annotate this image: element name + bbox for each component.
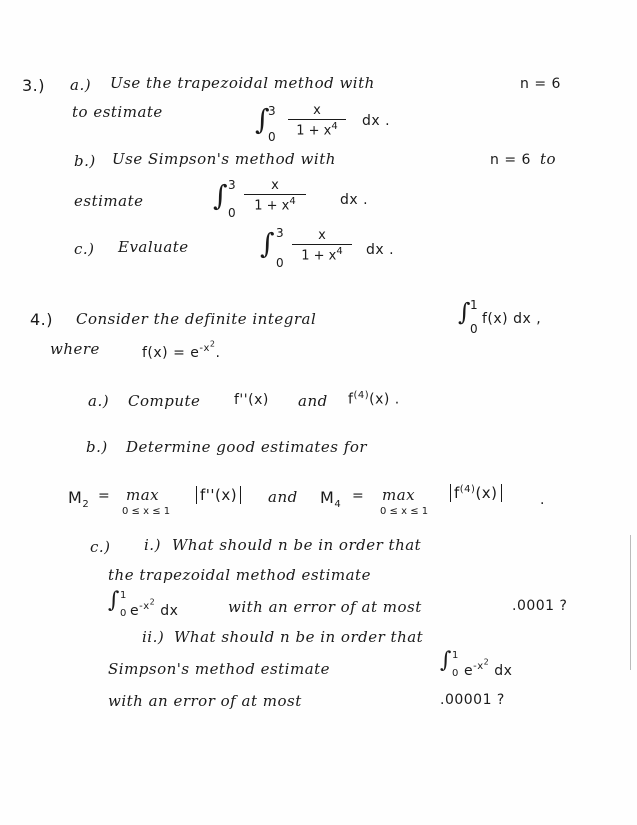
differential: dx . xyxy=(362,113,391,129)
problem-4-integrand: f(x) dx , xyxy=(482,311,542,327)
fraction xyxy=(292,228,352,263)
problem-4a-label: a.) xyxy=(88,392,110,410)
abs-f4-base: f xyxy=(454,484,460,502)
upper-limit: 3 xyxy=(276,226,284,240)
second-derivative: f''(x) xyxy=(234,392,269,408)
abs-second-derivative xyxy=(196,486,241,504)
exponent-base: -x xyxy=(473,661,484,673)
problem-3a-text: Use the trapezoidal method with xyxy=(110,74,375,92)
function-definition-base: f(x) = e xyxy=(142,344,200,361)
denominator-exponent: 4 xyxy=(331,121,338,132)
exponent-power: 2 xyxy=(483,658,490,667)
function-definition xyxy=(142,340,220,361)
denominator xyxy=(292,246,352,263)
fraction-bar xyxy=(244,194,306,195)
lower-limit: 0 xyxy=(276,256,284,270)
problem-3b-text-2: estimate xyxy=(74,192,144,210)
integral-sign: ∫ xyxy=(458,298,471,326)
upper-limit: 1 xyxy=(470,298,478,312)
fraction-bar xyxy=(292,244,352,245)
problem-3c-label: c.) xyxy=(74,240,95,258)
denominator-exponent: 4 xyxy=(289,196,296,207)
lower-limit: 0 xyxy=(470,322,478,336)
period: . xyxy=(540,492,545,508)
integrand-exponent xyxy=(473,658,490,673)
lower-limit: 0 xyxy=(120,608,127,619)
problem-3b-n: n = 6 xyxy=(490,152,531,168)
fourth-derivative-base: f xyxy=(348,391,354,408)
function-definition-exponent xyxy=(199,340,216,355)
problem-3b-label: b.) xyxy=(74,152,96,170)
differential: dx xyxy=(494,662,513,679)
problem-4-intro: Consider the definite integral xyxy=(76,310,317,328)
numerator: x xyxy=(318,228,326,243)
problem-4c-ii-text-3: with an error of at most xyxy=(108,692,302,710)
fraction xyxy=(244,178,306,213)
problem-4c-ii-text: What should n be in order that xyxy=(174,628,424,646)
problem-4c-i-tolerance: .0001 ? xyxy=(512,598,568,614)
margin-line xyxy=(630,535,631,670)
fourth-derivative-arg: (x) . xyxy=(369,391,400,408)
integral-sign: ∫ xyxy=(255,103,270,136)
problem-4c-ii-label: ii.) xyxy=(142,628,165,646)
problem-3-number: 3.) xyxy=(22,76,46,95)
integral-sign: ∫ xyxy=(440,648,452,673)
problem-3a-n: n = 6 xyxy=(520,76,561,92)
problem-3c-text: Evaluate xyxy=(118,238,189,256)
problem-4c-i-text-3: with an error of at most xyxy=(228,598,422,616)
problem-4c-i-text: What should n be in order that xyxy=(172,536,422,554)
problem-4c-label: c.) xyxy=(90,538,111,556)
M4-symbol xyxy=(320,488,341,510)
period: . xyxy=(215,344,221,361)
exponent-power: 2 xyxy=(149,598,156,607)
integral-sign: ∫ xyxy=(108,588,120,613)
problem-4a-text: Compute xyxy=(128,392,201,410)
problem-4c-ii-text-2: Simpson's method estimate xyxy=(108,660,331,678)
integral-sign: ∫ xyxy=(213,179,228,212)
exponent-power: 2 xyxy=(209,340,216,349)
integrand-exponent xyxy=(139,598,156,613)
M2-subscript: 2 xyxy=(82,499,90,511)
exponent-base: -x xyxy=(139,601,150,613)
M2-symbol xyxy=(68,488,89,510)
problem-4-number: 4.) xyxy=(30,310,54,329)
integrand-base: e xyxy=(130,602,140,619)
integrand xyxy=(130,598,178,619)
denominator-exponent: 4 xyxy=(336,246,343,257)
differential: dx xyxy=(160,602,179,619)
problem-4b-text: Determine good estimates for xyxy=(126,438,368,456)
problem-3b-text: Use Simpson's method with xyxy=(112,150,336,168)
fraction-bar xyxy=(288,119,346,120)
upper-limit: 1 xyxy=(120,590,127,601)
abs-value-expression xyxy=(450,484,502,502)
problem-4c-ii-tolerance: .00001 ? xyxy=(440,692,505,708)
fourth-derivative xyxy=(348,390,400,408)
problem-3b-to: to xyxy=(540,150,557,168)
upper-limit: 3 xyxy=(228,178,236,192)
problem-3a-text-2: to estimate xyxy=(72,103,163,121)
problem-3a-label: a.) xyxy=(70,76,92,94)
fraction xyxy=(288,103,346,138)
exponent-base: -x xyxy=(199,343,210,355)
problem-4b-label: b.) xyxy=(86,438,108,456)
upper-limit: 3 xyxy=(268,104,276,118)
lower-limit: 0 xyxy=(228,206,236,220)
abs-f4-arg: (x) xyxy=(475,484,498,502)
problem-4b-and: and xyxy=(268,488,298,506)
max-operator: max xyxy=(126,486,160,504)
max-range: 0 ≤ x ≤ 1 xyxy=(380,506,429,517)
denominator xyxy=(288,121,346,138)
problem-4c-i-text-2: the trapezoidal method estimate xyxy=(108,566,371,584)
abs-value-expression: f''(x) xyxy=(196,486,241,504)
max-range: 0 ≤ x ≤ 1 xyxy=(122,506,171,517)
M4-base: M xyxy=(320,488,335,507)
numerator: x xyxy=(271,178,279,193)
problem-4a-and: and xyxy=(298,392,328,410)
M2-base: M xyxy=(68,488,83,507)
M4-subscript: 4 xyxy=(334,499,342,511)
denominator-base: 1 + x xyxy=(296,123,332,139)
fourth-derivative-order: (4) xyxy=(353,390,370,401)
equals-sign: = xyxy=(98,488,111,504)
abs-f4-order: (4) xyxy=(459,484,476,495)
upper-limit: 1 xyxy=(452,650,459,661)
problem-4-where: where xyxy=(50,340,100,358)
lower-limit: 0 xyxy=(268,130,276,144)
problem-4c-i-label: i.) xyxy=(144,536,161,554)
integrand xyxy=(464,658,512,679)
abs-fourth-derivative xyxy=(450,484,502,502)
differential: dx . xyxy=(340,192,369,208)
denominator xyxy=(244,196,306,213)
numerator: x xyxy=(313,103,321,118)
integral-sign: ∫ xyxy=(260,227,275,260)
max-operator: max xyxy=(382,486,416,504)
integrand-base: e xyxy=(464,662,474,679)
equals-sign: = xyxy=(352,488,365,504)
lower-limit: 0 xyxy=(452,668,459,679)
denominator-base: 1 + x xyxy=(254,198,290,214)
denominator-base: 1 + x xyxy=(301,248,337,264)
differential: dx . xyxy=(366,242,395,258)
